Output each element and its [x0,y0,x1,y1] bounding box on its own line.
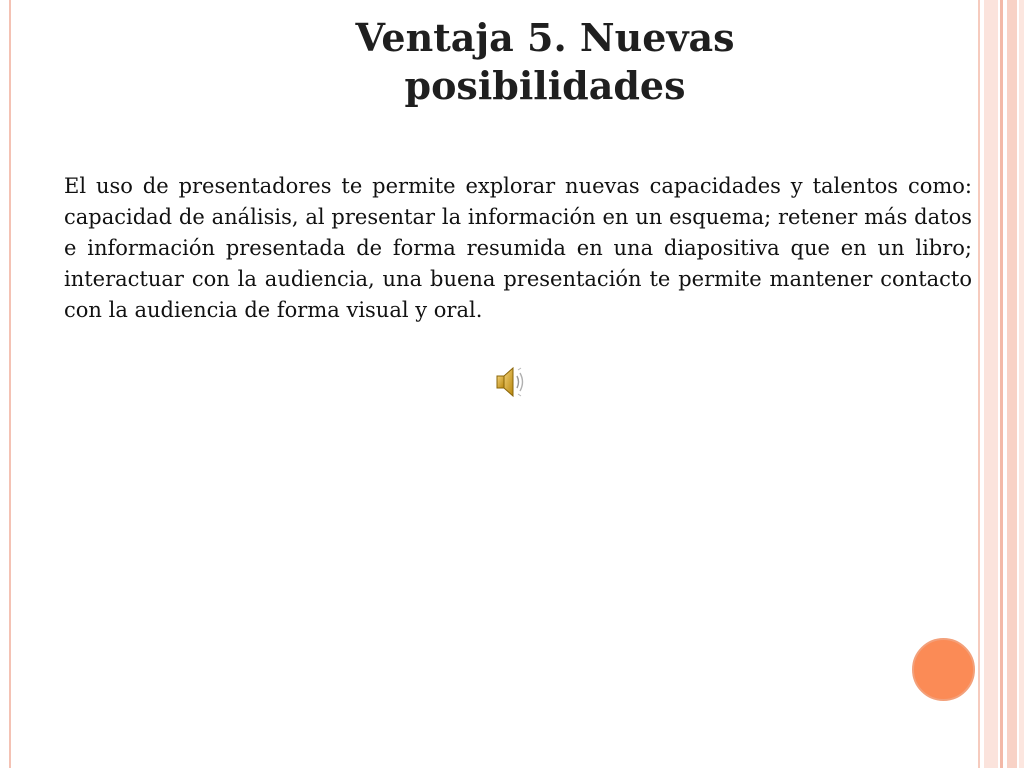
stripe [1000,0,1003,768]
slide-title-line2: posibilidades [404,63,686,108]
stripe [984,0,998,768]
stripe [978,0,980,768]
left-border-line [9,0,11,768]
stripe [1007,0,1017,768]
orange-circle-decoration [912,638,975,701]
slide-title-line1: Ventaja 5. Nuevas [355,15,735,60]
slide-title [300,14,790,110]
speaker-icon-graphic [494,364,528,400]
stripe [1019,0,1024,768]
slide-body-text: El uso de presentadores te permite explorar nuevas capacidades y talentos como: capacidad de análisis, al presentar la información en un esquema; retener más datos e información presentada de forma resumida en una diapositiva que en un libro; interactuar con la audiencia, una buena presentación te permite mantener contacto con la audiencia de forma visual y oral. [64,174,972,322]
right-decorative-stripes [978,0,1024,768]
speaker-icon[interactable] [494,364,528,400]
